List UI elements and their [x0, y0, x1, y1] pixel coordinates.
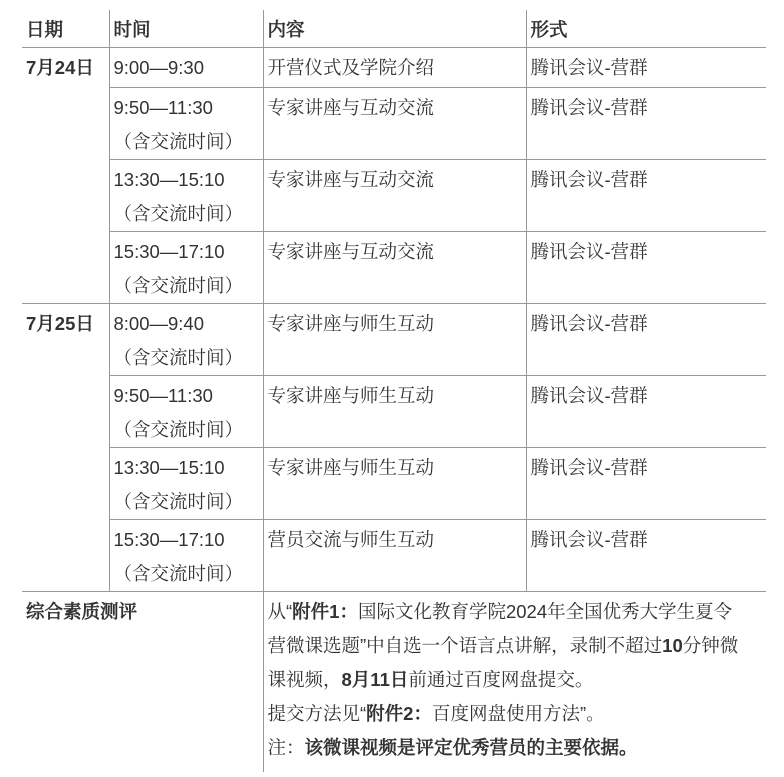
- session-note: （含交流时间）: [113, 131, 244, 152]
- session-time: 13:30—15:10: [113, 169, 225, 190]
- session-format: 腾讯会议-营群: [526, 160, 766, 232]
- text-segment: 国际文化教育学院2024年全国优秀大学生夏令: [357, 601, 733, 622]
- assessment-description: [263, 592, 766, 772]
- date-cell: 7月25日: [22, 304, 109, 592]
- assessment-line: [268, 697, 765, 731]
- schedule-row: [22, 448, 766, 520]
- schedule-row: [22, 304, 766, 376]
- bold-text-segment: 附件2：: [366, 703, 432, 724]
- session-time: 15:30—17:10: [113, 529, 225, 550]
- schedule-row: [22, 160, 766, 232]
- session-note: （含交流时间）: [113, 491, 244, 512]
- session-note: （含交流时间）: [113, 347, 244, 368]
- session-time-cell: [109, 48, 263, 88]
- session-time: 9:50—11:30: [113, 97, 213, 118]
- schedule-row: [22, 520, 766, 592]
- session-time: 9:50—11:30: [113, 385, 213, 406]
- session-note: （含交流时间）: [113, 203, 244, 224]
- session-time: 15:30—17:10: [113, 241, 225, 262]
- bold-text-segment: 10: [662, 635, 683, 656]
- assessment-line: [268, 663, 765, 697]
- header-content: 内容: [263, 10, 526, 48]
- text-segment: 注：: [267, 737, 305, 758]
- assessment-line: [268, 595, 765, 629]
- header-format: 形式: [526, 10, 766, 48]
- assessment-label: 综合素质测评: [22, 592, 263, 772]
- session-content: 营员交流与师生互动: [263, 520, 526, 592]
- schedule-row: [22, 376, 766, 448]
- schedule-row: [22, 232, 766, 304]
- assessment-row: [22, 592, 766, 772]
- session-format: 腾讯会议-营群: [526, 520, 766, 592]
- session-format: 腾讯会议-营群: [526, 88, 766, 160]
- schedule-row: [22, 88, 766, 160]
- assessment-line: [268, 731, 765, 765]
- assessment-line: [268, 629, 765, 663]
- session-format: 腾讯会议-营群: [526, 304, 766, 376]
- session-time-cell: [109, 520, 263, 592]
- session-format: 腾讯会议-营群: [526, 232, 766, 304]
- text-segment: 前通过百度网盘提交。: [408, 669, 594, 690]
- session-time-cell: [109, 88, 263, 160]
- text-segment: 课视频，: [267, 669, 342, 690]
- text-segment: 分钟微: [682, 635, 739, 656]
- session-content: 专家讲座与师生互动: [263, 376, 526, 448]
- text-segment: 营微课选题”中自选一个语言点讲解，录制不超过: [267, 635, 663, 656]
- session-note: （含交流时间）: [113, 275, 244, 296]
- header-row: [22, 10, 766, 48]
- session-content: 专家讲座与互动交流: [263, 160, 526, 232]
- date-cell: 7月24日: [22, 48, 109, 304]
- session-time-cell: [109, 304, 263, 376]
- session-format: 腾讯会议-营群: [526, 48, 766, 88]
- session-time: 13:30—15:10: [113, 457, 225, 478]
- session-format: 腾讯会议-营群: [526, 376, 766, 448]
- session-content: 专家讲座与互动交流: [263, 88, 526, 160]
- bold-text-segment: 8月11日: [341, 669, 409, 690]
- schedule-table: [22, 10, 766, 772]
- session-time-cell: [109, 448, 263, 520]
- session-format: 腾讯会议-营群: [526, 448, 766, 520]
- session-content: 开营仪式及学院介绍: [263, 48, 526, 88]
- session-content: 专家讲座与师生互动: [263, 304, 526, 376]
- text-segment: 提交方法见“: [267, 703, 367, 724]
- bold-text-segment: 附件1：: [292, 601, 358, 622]
- session-time: 8:00—9:40: [113, 313, 205, 334]
- schedule-row: [22, 48, 766, 88]
- session-time: 9:00—9:30: [113, 57, 205, 78]
- session-content: 专家讲座与互动交流: [263, 232, 526, 304]
- session-time-cell: [109, 160, 263, 232]
- session-time-cell: [109, 232, 263, 304]
- bold-text-segment: 该微课视频是评定优秀营员的主要依据。: [304, 737, 638, 758]
- session-note: （含交流时间）: [113, 419, 244, 440]
- header-time: 时间: [109, 10, 263, 48]
- header-date: 日期: [22, 10, 109, 48]
- session-note: （含交流时间）: [113, 563, 244, 584]
- session-content: 专家讲座与师生互动: [263, 448, 526, 520]
- session-time-cell: [109, 376, 263, 448]
- text-segment: 百度网盘使用方法”。: [431, 703, 605, 724]
- text-segment: 从“: [267, 601, 293, 622]
